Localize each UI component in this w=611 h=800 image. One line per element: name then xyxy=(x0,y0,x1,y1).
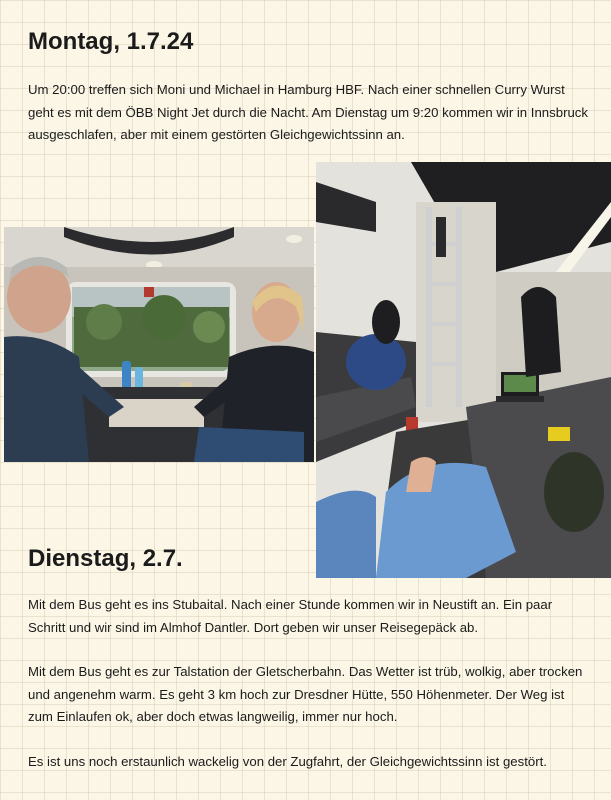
day2-paragraph-1: Mit dem Bus geht es ins Stubaital. Nach einer Stunde kommen wir in Neustift an. Ein paar Schritt und wir sind im Almhof Dantler. Dort geben wir unser Reisegepäck ab. xyxy=(28,597,553,635)
train-table-photo xyxy=(4,227,314,462)
day2-paragraph-2: Mit dem Bus geht es zur Talstation der Gletscherbahn. Das Wetter ist trüb, wolkig, aber trocken und angenehm warm. Es geht 3 km hoch zur Dresdner Hütte, 550 Höhenmeter. Der Weg ist zum Einlaufen ok, aber doch etwas langweilig, immer nur hoch. xyxy=(28,664,583,724)
day1-paragraph: Um 20:00 treffen sich Moni und Michael in Hamburg HBF. Nach einer schnellen Curry Wurst geht es mit dem ÖBB Night Jet durch die Nacht. Am Dienstag um 9:20 kommen wir in Innsbruck ausgeschlafen, aber mit einem gestörten Gleichgewichtssinn an. xyxy=(28,82,588,142)
sleeper-compartment-photo xyxy=(316,162,611,578)
day2-paragraph-3: Es ist uns noch erstaunlich wackelig von der Zugfahrt, der Gleichgewichtssinn ist gestört. xyxy=(28,754,547,769)
day2-heading: Dienstag, 2.7. xyxy=(28,545,183,572)
day1-heading: Montag, 1.7.24 xyxy=(28,28,194,55)
